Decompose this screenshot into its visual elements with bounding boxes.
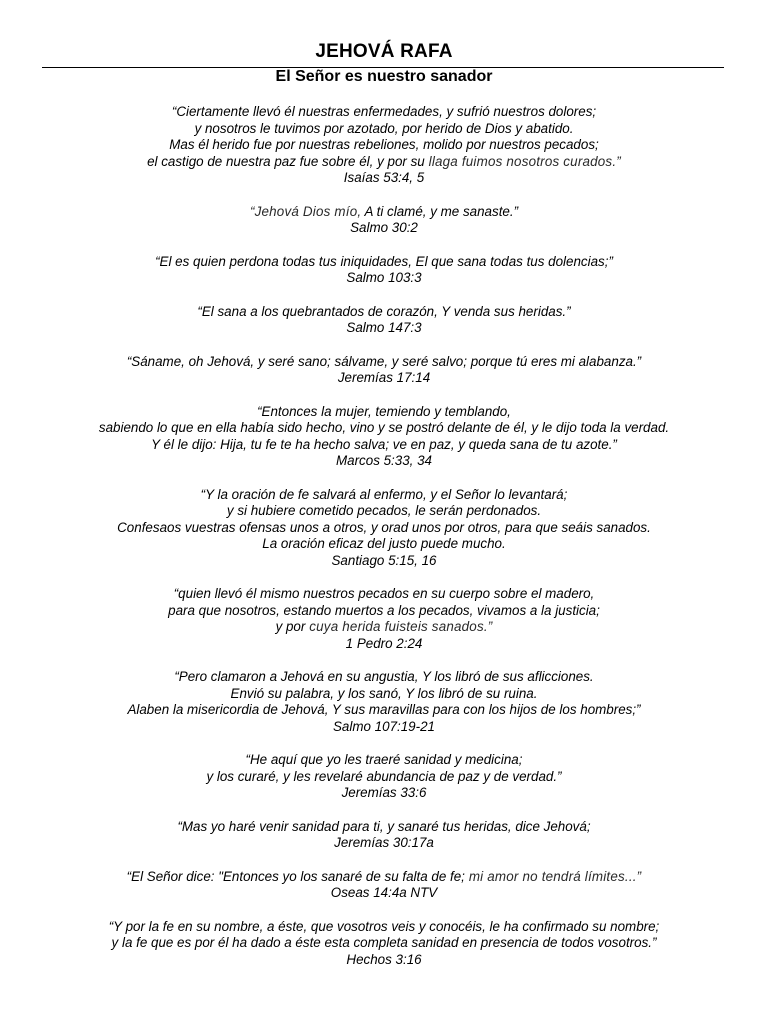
verse-reference: Marcos 5:33, 34 bbox=[335, 453, 433, 468]
verse-reference: Jeremías 33:6 bbox=[341, 785, 427, 800]
passage-salmo-107 bbox=[0, 669, 768, 735]
verse-fragment: “El Señor dice: "Entonces yo los sanaré de su falta de fe; bbox=[126, 868, 465, 884]
verse-fragment-light: cuya herida fuisteis sanados.” bbox=[305, 619, 493, 634]
verse-line: y la fe que es por él ha dado a éste esta completa sanidad en presencia de todos vosotros.” bbox=[111, 935, 657, 950]
passage-jeremias-30 bbox=[0, 819, 768, 852]
passage-santiago bbox=[0, 487, 768, 570]
passage-jeremias-33 bbox=[0, 752, 768, 802]
verse-line bbox=[0, 154, 768, 171]
verse-line: Confesaos vuestras ofensas unos a otros, y orad unos por otros, para que seáis sanados. bbox=[117, 519, 651, 535]
passage-marcos bbox=[0, 404, 768, 470]
verse-reference: Hechos 3:16 bbox=[346, 951, 422, 967]
verse-reference: Salmo 107:19-21 bbox=[333, 718, 435, 734]
verse-line bbox=[0, 204, 768, 221]
verse-fragment-light: mi amor no tendrá límites...” bbox=[464, 868, 642, 884]
verse-reference: Jeremías 30:17a bbox=[334, 835, 434, 850]
verse-line: y si hubiere cometido pecados, le serán perdonados. bbox=[226, 503, 542, 518]
verse-reference: Santiago 5:15, 16 bbox=[331, 552, 437, 568]
verse-line: “Sáname, oh Jehová, y seré sano; sálvame, y seré salvo; porque tú eres mi alabanza.” bbox=[126, 353, 642, 369]
verse-line: “quien llevó él mismo nuestros pecados en su cuerpo sobre el madero, bbox=[173, 586, 595, 601]
passage-oseas bbox=[0, 869, 768, 902]
verse-line: “Entonces la mujer, temiendo y temblando, bbox=[257, 403, 511, 419]
verse-line: sabiendo lo que en ella había sido hecho, vino y se postró delante de él, y le dijo toda la verdad. bbox=[98, 420, 670, 435]
verse-fragment: y por bbox=[275, 619, 306, 634]
passage-salmo-103 bbox=[0, 254, 768, 287]
verse-reference: Oseas 14:4a NTV bbox=[330, 885, 438, 900]
verse-line: y los curaré, y les revelaré abundancia de paz y de verdad.” bbox=[206, 768, 562, 784]
verse-reference: Isaías 53:4, 5 bbox=[343, 170, 425, 185]
page-subtitle: El Señor es nuestro sanador bbox=[275, 68, 493, 85]
verse-line: Alaben la misericordia de Jehová, Y sus maravillas para con los hijos de los hombres;” bbox=[127, 702, 641, 717]
passage-isaias bbox=[0, 104, 768, 187]
page-title: JEHOVÁ RAFA bbox=[315, 41, 453, 62]
verse-reference: Jeremías 17:14 bbox=[337, 370, 431, 385]
passage-salmo-30 bbox=[0, 204, 768, 237]
verse-line: Y él le dijo: Hija, tu fe te ha hecho salva; ve en paz, y queda sana de tu azote.” bbox=[151, 436, 617, 452]
verse-line: “Mas yo haré venir sanidad para ti, y sanaré tus heridas, dice Jehová; bbox=[177, 818, 591, 834]
verse-line: “Y la oración de fe salvará al enfermo, y el Señor lo levantará; bbox=[200, 486, 568, 502]
passage-jeremias-17 bbox=[0, 354, 768, 387]
verse-fragment-light: llaga fuimos nosotros curados.” bbox=[424, 153, 621, 169]
verse-line: para que nosotros, estando muertos a los pecados, vivamos a la justicia; bbox=[168, 602, 600, 618]
passage-salmo-147 bbox=[0, 304, 768, 337]
verse-line: “Ciertamente llevó él nuestras enfermedades, y sufrió nuestros dolores; bbox=[171, 104, 597, 119]
verse-line: “Y por la fe en su nombre, a éste, que vosotros veis y conocéis, le ha confirmado su nombre; bbox=[108, 918, 660, 934]
passage-1-pedro bbox=[0, 586, 768, 652]
verse-line: “El es quien perdona todas tus iniquidades, El que sana todas tus dolencias;” bbox=[155, 253, 613, 269]
passage-hechos bbox=[0, 919, 768, 969]
verse-line bbox=[0, 619, 768, 636]
passage-list bbox=[0, 104, 768, 985]
verse-line: Envió su palabra, y los sanó, Y los libró de su ruina. bbox=[230, 685, 538, 701]
verse-line: Mas él herido fue por nuestras rebeliones, molido por nuestros pecados; bbox=[169, 137, 599, 152]
verse-line: “He aquí que yo les traeré sanidad y medicina; bbox=[245, 752, 523, 767]
verse-line: “El sana a los quebrantados de corazón, Y venda sus heridas.” bbox=[197, 303, 571, 319]
verse-line bbox=[0, 869, 768, 886]
verse-line: y nosotros le tuvimos por azotado, por herido de Dios y abatido. bbox=[194, 120, 574, 136]
verse-fragment: A ti clamé, y me sanaste.” bbox=[361, 203, 519, 219]
verse-reference: 1 Pedro 2:24 bbox=[345, 635, 423, 651]
verse-fragment: el castigo de nuestra paz fue sobre él, y por su bbox=[147, 153, 425, 169]
verse-reference: Salmo 103:3 bbox=[346, 270, 422, 285]
verse-reference: Salmo 30:2 bbox=[350, 220, 418, 235]
verse-reference: Salmo 147:3 bbox=[346, 320, 422, 335]
verse-fragment-light: “Jehová Dios mío, bbox=[249, 203, 362, 219]
verse-line: La oración eficaz del justo puede mucho. bbox=[262, 536, 506, 551]
verse-line: “Pero clamaron a Jehová en su angustia, Y los libró de sus aflicciones. bbox=[174, 669, 594, 684]
